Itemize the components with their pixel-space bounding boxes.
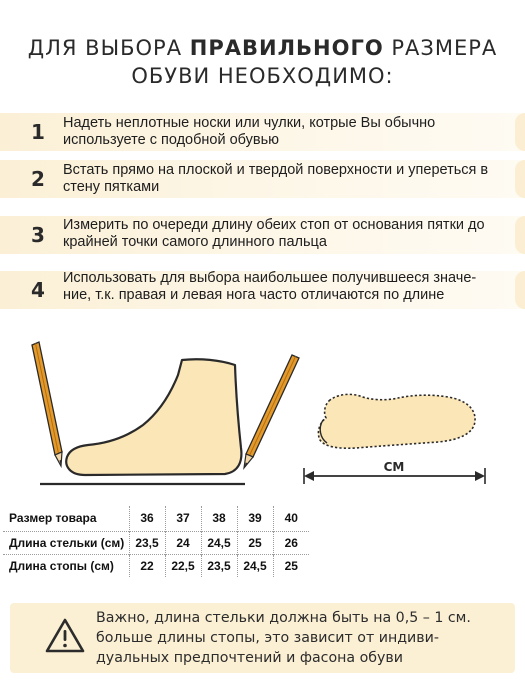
table-cell: 36 [129, 506, 165, 531]
table-row-size [3, 506, 309, 531]
table-cell: 39 [237, 506, 273, 531]
notice-box [10, 603, 515, 673]
table-cell: 24,5 [237, 554, 273, 577]
table-row-insole-length [3, 531, 309, 554]
row-label: Длина стельки (см) [3, 531, 129, 554]
step-number: 3 [31, 223, 45, 247]
step-text: Надеть неплотные носки или чулки, котрые Вы обычно используете с подобной обувью [63, 115, 436, 148]
step-4 [0, 261, 525, 319]
step-number: 4 [31, 278, 45, 302]
step-text: Использовать для выбора наибольшее получившееся значе-ние, т.к. правая и левая нога часто отличаются по длине [63, 270, 477, 303]
table-row-foot-length [3, 554, 309, 577]
step-number: 1 [31, 120, 45, 144]
table-cell: 25 [273, 554, 309, 577]
table-cell: 23,5 [201, 554, 237, 577]
pencil-icon [32, 342, 62, 466]
size-table [3, 506, 309, 577]
notice-line-2: больше длины стопы, это зависит от индиви- [96, 630, 439, 646]
title-bold-word: ПРАВИЛЬНОГО [189, 36, 384, 60]
footprint-icon [318, 394, 475, 448]
table-cell: 24,5 [201, 531, 237, 554]
title-line-2: ОБУВИ НЕОБХОДИМО: [131, 64, 394, 88]
title-part-1: ДЛЯ ВЫБОРА [27, 36, 183, 60]
step-number: 2 [31, 167, 45, 191]
notice-text [96, 608, 506, 668]
notice-line-3: дуальных предпочтений и фасона обуви [96, 650, 404, 666]
page-title [0, 34, 525, 90]
foot-measurement-illustration [0, 330, 525, 500]
warning-triangle-icon [44, 617, 86, 655]
notice-line-1: Важно, длина стельки должна быть на 0,5 – 1 см. [96, 610, 471, 626]
row-label: Размер товара [9, 511, 97, 526]
step-2 [0, 150, 525, 208]
table-cell: 25 [237, 531, 273, 554]
table-cell: 22,5 [165, 554, 201, 577]
step-text: Встать прямо на плоской и твердой поверхности и упереться в стену пятками [63, 162, 489, 195]
title-line-1 [0, 34, 525, 62]
step-text: Измерить по очереди длину обеих стоп от основания пятки до крайней точки самого длинного пальца [63, 217, 485, 250]
table-cell: 40 [273, 506, 309, 531]
table-cell: 23,5 [129, 531, 165, 554]
foot-side-view-icon [66, 359, 241, 475]
table-cell: 26 [273, 531, 309, 554]
step-band-end [515, 271, 525, 309]
step-band-end [515, 113, 525, 151]
table-cell: 22 [129, 554, 165, 577]
step-band-end [515, 160, 525, 198]
row-label: Длина стопы (см) [3, 554, 129, 577]
table-cell: 38 [201, 506, 237, 531]
step-band-end [515, 216, 525, 254]
pencil-icon [244, 355, 299, 468]
title-part-2: РАЗМЕРА [391, 36, 498, 60]
step-3 [0, 206, 525, 264]
unit-label: СМ [383, 460, 405, 474]
table-cell: 37 [165, 506, 201, 531]
table-cell: 24 [165, 531, 201, 554]
